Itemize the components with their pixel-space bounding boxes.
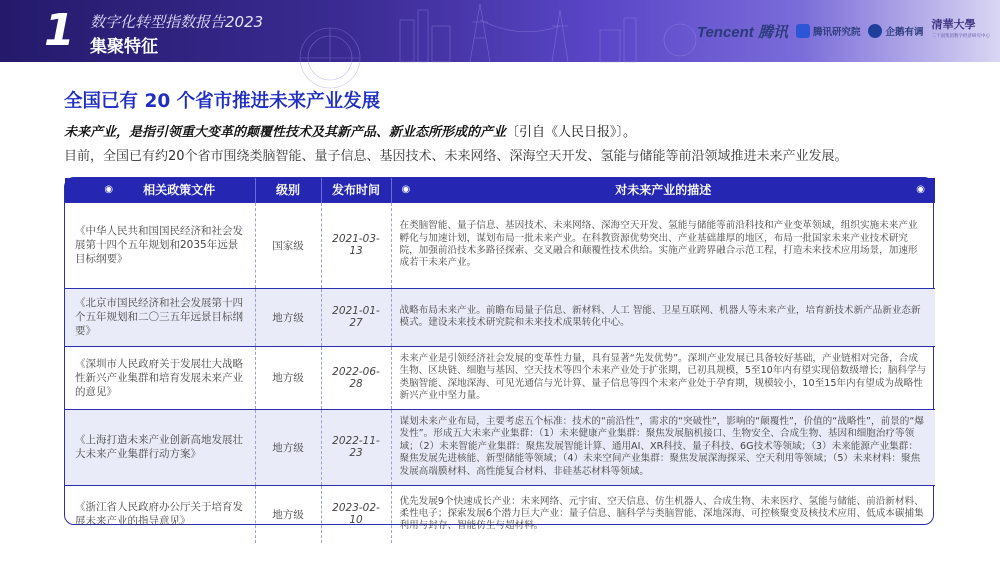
header-policy-doc: ◉ 相关政策文件 <box>65 178 255 202</box>
report-title: 数字化转型指数报告2023 <box>90 13 264 31</box>
table-row <box>65 202 935 288</box>
policy-doc-cell: 《深圳市人民政府关于发展壮大战略性新兴产业集群和培育发展未来产业的意见》 <box>65 346 255 409</box>
level-cell: 地方级 <box>255 288 321 346</box>
policy-doc-cell: 《中华人民共和国国民经济和社会发展第十四个五年规划和2035年远景目标纲要》 <box>65 202 255 288</box>
bullet-icon: ◉ <box>401 184 411 196</box>
policy-doc-cell: 《北京市国民经济和社会发展第十四个五年规划和二〇三五年远景目标纲要》 <box>65 288 255 346</box>
tsinghua-logo: 清華大學 二十国集团数字经济研究中心 <box>931 18 990 39</box>
date-cell: 2022-11-23 <box>321 409 391 485</box>
table-row <box>65 346 935 409</box>
tencent-research-icon <box>796 24 810 38</box>
definition-citation: 〔引自《人民日报》〕。 <box>506 125 637 140</box>
table-header-row <box>65 178 935 202</box>
city-skyline-decoration <box>180 0 740 62</box>
date-cell: 2023-02-10 <box>321 485 391 543</box>
header-date: 发布时间 <box>321 178 391 202</box>
bullet-icon: ◉ <box>916 184 925 196</box>
level-cell: 地方级 <box>255 485 321 543</box>
policy-doc-cell: 《浙江省人民政府办公厅关于培育发展未来产业的指导意见》 <box>65 485 255 543</box>
description-cell: 战略布局未来产业。前瞻布局量子信息、新材料、人工 智能、卫星互联网、机器人等未来产业，培育新技术新产品新业态新模式。建设未来技术研究院和未来技术成果转化中心。 <box>399 304 921 328</box>
definition-text: 未来产业，是指引领重大变革的颠覆性技术及其新产品、新业态所形成的产业 <box>64 125 507 140</box>
partner-logos <box>697 17 990 45</box>
table-row <box>65 485 935 543</box>
level-cell: 地方级 <box>255 409 321 485</box>
date-cell: 2021-03-13 <box>321 202 391 288</box>
summary-line: 目前，全国已有约20个省市围绕类脑智能、量子信息、基因技术、未来网络、深海空天开发、氢能与储能等前沿领域推进未来产业发展。 <box>64 149 848 164</box>
header-description: ◉ 对未来产业的描述 ◉ <box>401 183 925 198</box>
bullet-icon: ◉ <box>104 184 114 196</box>
tencent-research-logo: 腾讯研究院 <box>796 24 861 38</box>
description-cell: 未来产业是引领经济社会发展的变革性力量，具有显著“先发优势”。深圳产业发展已具备较好基础，产业链相对完备，合成生物、区块链、细胞与基因、空天技术等四个未来产业处于扩张期，已初具规模，5至10年内有望实现倍数级增长；脑科学与类脑智能、深地深海、可见光通信与光计算、量子信息等四个未来产业处于孕育期，规模较小，10至15年内有望成为战略性新兴产业中坚力量。 <box>399 352 927 401</box>
penguin-survey-logo: 企鹅有调 <box>868 24 923 38</box>
date-cell: 2021-01-27 <box>321 288 391 346</box>
date-cell: 2022-06-28 <box>321 346 391 409</box>
description-cell: 谋划未来产业布局，主要考虑五个标准：技术的“前沿性”，需求的“突破性”，影响的“颠覆性”，价值的“战略性”，前景的“爆发性”。形成五大未来产业集群：（1）未来健康产业集群：聚焦发展脑机接口、生物安全、合成生物、基因和细胞治疗等领域；（2）未来智能产业集群：聚焦发展智能计算、通用AI、XR科技、量子科技、6G技术等领域；（3）未来能源产业集群：聚焦发展先进核能、新型储能等领域；（4）未来空间产业集群：聚焦发展深海探采、空天利用等领域；（5）未来材料：聚焦发展高端膜材料、高性能复合材料、非硅基芯材料等领域。 <box>399 415 924 477</box>
policy-doc-cell: 《上海打造未来产业创新高地发展壮大未来产业集群行动方案》 <box>65 409 255 485</box>
level-cell: 国家级 <box>255 202 321 288</box>
level-cell: 地方级 <box>255 346 321 409</box>
description-cell: 优先发展9个快速成长产业：未来网络、元宇宙、空天信息、仿生机器人、合成生物、未来医疗、氢能与储能、前沿新材料、柔性电子；探索发展6个潜力巨大产业：量子信息、脑科学与类脑智能、深地深海、可控核聚变及核技术应用、低成本碳捕集利用与封存、智能仿生与超材料。 <box>399 495 924 532</box>
header-level: 级别 <box>255 178 321 202</box>
table-row <box>65 288 935 346</box>
header-banner <box>0 0 1000 62</box>
policy-table <box>64 177 934 532</box>
description-cell: 在类脑智能、量子信息、基因技术、未来网络、深海空天开发、氢能与储能等前沿科技和产业变革领域，组织实施未来产业孵化与加速计划，谋划布局一批未来产业。在科教资源优势突出、产业基础雄厚的地区，布局一批国家未来产业技术研究院，加强前沿技术多路径探索、交叉融合和颠覆性技术供给。实施产业跨界融合示范工程，打造未来技术应用场景，加速形成若干未来产业。 <box>399 220 918 269</box>
penguin-survey-icon <box>868 24 882 38</box>
page-heading: 全国已有 20 个省市推进未来产业发展 <box>64 91 381 112</box>
table-row <box>65 409 935 485</box>
section-name: 集聚特征 <box>90 37 158 57</box>
definition-line <box>64 121 636 140</box>
section-number: 1 <box>44 5 75 56</box>
tencent-logo: Tencent 腾讯 <box>696 23 788 41</box>
